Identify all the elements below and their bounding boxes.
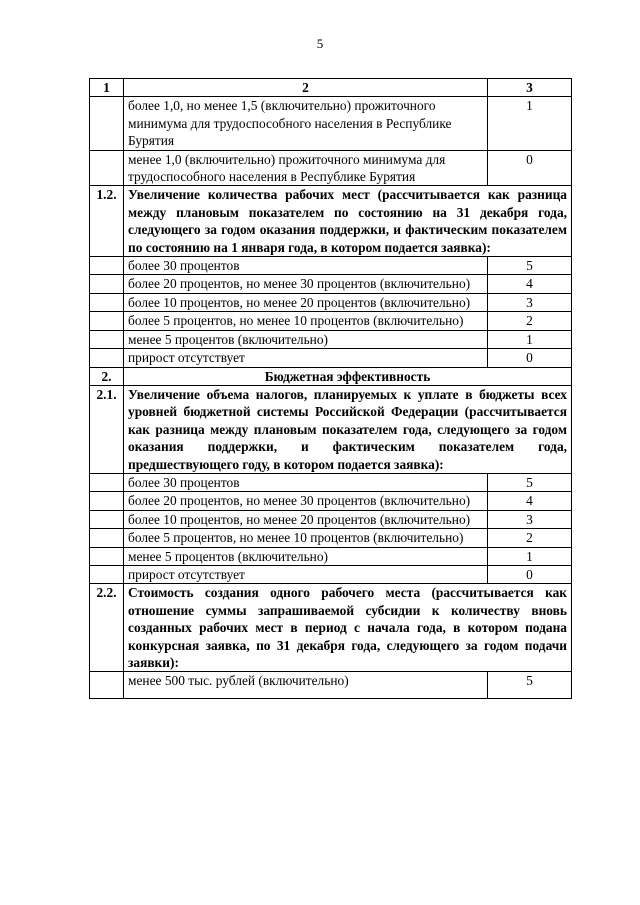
- option-text: более 20 процентов, но менее 30 процентов (включительно): [124, 275, 488, 293]
- table-row: [90, 312, 572, 330]
- option-text: менее 5 процентов (включительно): [124, 547, 488, 565]
- group-number: 2.: [90, 367, 124, 385]
- row-number: [90, 312, 124, 330]
- row-number: [90, 529, 124, 547]
- section-number: 2.1.: [90, 385, 124, 473]
- group-title: Бюджетная эффективность: [124, 367, 572, 385]
- table-row: [90, 565, 572, 583]
- header-col-1: 1: [90, 79, 124, 97]
- header-col-2: 2: [124, 79, 488, 97]
- criteria-table: [89, 78, 572, 699]
- option-score: 2: [488, 529, 572, 547]
- table-row: [90, 473, 572, 491]
- table-row: [90, 547, 572, 565]
- section-title: Увеличение объема налогов, планируемых к уплате в бюджеты всех уровней бюджетной системы Российской Федерации (рассчитывается как разница между плановым показателем года, следующего за годом оказания поддержки, и фактическим показателем года, предшествующего году, в котором подается заявка):: [124, 385, 572, 473]
- option-score: 0: [488, 150, 572, 186]
- option-score: 0: [488, 565, 572, 583]
- row-number: [90, 672, 124, 699]
- section-row: [90, 186, 572, 257]
- table-row: [90, 257, 572, 275]
- option-text: более 10 процентов, но менее 20 процентов (включительно): [124, 293, 488, 311]
- page-number: 5: [316, 36, 324, 51]
- section-number: 2.2.: [90, 584, 124, 672]
- row-number: [90, 275, 124, 293]
- table-header-row: [90, 79, 572, 97]
- row-number: [90, 330, 124, 348]
- row-number: [90, 97, 124, 150]
- table-row: [90, 529, 572, 547]
- option-score: 5: [488, 473, 572, 491]
- group-row: [90, 367, 572, 385]
- table-row: [90, 275, 572, 293]
- option-text: менее 1,0 (включительно) прожиточного минимума для трудоспособного населения в Республике Бурятия: [124, 150, 488, 186]
- row-number: [90, 473, 124, 491]
- option-text: менее 500 тыс. рублей (включительно): [124, 672, 488, 699]
- option-score: 1: [488, 330, 572, 348]
- section-number: 1.2.: [90, 186, 124, 257]
- option-score: 1: [488, 97, 572, 150]
- option-text: менее 5 процентов (включительно): [124, 330, 488, 348]
- option-score: 0: [488, 349, 572, 367]
- option-text: более 30 процентов: [124, 257, 488, 275]
- option-text: прирост отсутствует: [124, 565, 488, 583]
- row-number: [90, 257, 124, 275]
- header-col-3: 3: [488, 79, 572, 97]
- table-row: [90, 672, 572, 699]
- table-row: [90, 97, 572, 150]
- option-text: более 5 процентов, но менее 10 процентов (включительно): [124, 312, 488, 330]
- option-text: более 10 процентов, но менее 20 процентов (включительно): [124, 510, 488, 528]
- option-score: 5: [488, 672, 572, 699]
- option-score: 4: [488, 492, 572, 510]
- option-text: более 30 процентов: [124, 473, 488, 491]
- section-title: Увеличение количества рабочих мест (рассчитывается как разница между плановым показателем по состоянию на 31 декабря года, следующего за годом оказания поддержки, и фактическим показателем по состоянию на 1 января года, в котором подается заявка):: [124, 186, 572, 257]
- option-score: 5: [488, 257, 572, 275]
- table-row: [90, 492, 572, 510]
- option-score: 4: [488, 275, 572, 293]
- table-row: [90, 293, 572, 311]
- table-row: [90, 510, 572, 528]
- row-number: [90, 547, 124, 565]
- option-text: более 1,0, но менее 1,5 (включительно) прожиточного минимума для трудоспособного населения в Республике Бурятия: [124, 97, 488, 150]
- table-row: [90, 150, 572, 186]
- row-number: [90, 293, 124, 311]
- row-number: [90, 150, 124, 186]
- table-row: [90, 349, 572, 367]
- row-number: [90, 349, 124, 367]
- section-row: [90, 584, 572, 672]
- option-score: 3: [488, 293, 572, 311]
- row-number: [90, 565, 124, 583]
- option-text: более 20 процентов, но менее 30 процентов (включительно): [124, 492, 488, 510]
- option-text: прирост отсутствует: [124, 349, 488, 367]
- option-score: 2: [488, 312, 572, 330]
- table-row: [90, 330, 572, 348]
- row-number: [90, 510, 124, 528]
- row-number: [90, 492, 124, 510]
- section-title: Стоимость создания одного рабочего места (рассчитывается как отношение суммы запрашиваемой субсидии к количеству вновь созданных рабочих мест в период с начала года, в котором подана конкурсная заявка, по 31 декабря года, следующего за годом подачи заявки):: [124, 584, 572, 672]
- option-score: 3: [488, 510, 572, 528]
- option-score: 1: [488, 547, 572, 565]
- section-row: [90, 385, 572, 473]
- option-text: более 5 процентов, но менее 10 процентов (включительно): [124, 529, 488, 547]
